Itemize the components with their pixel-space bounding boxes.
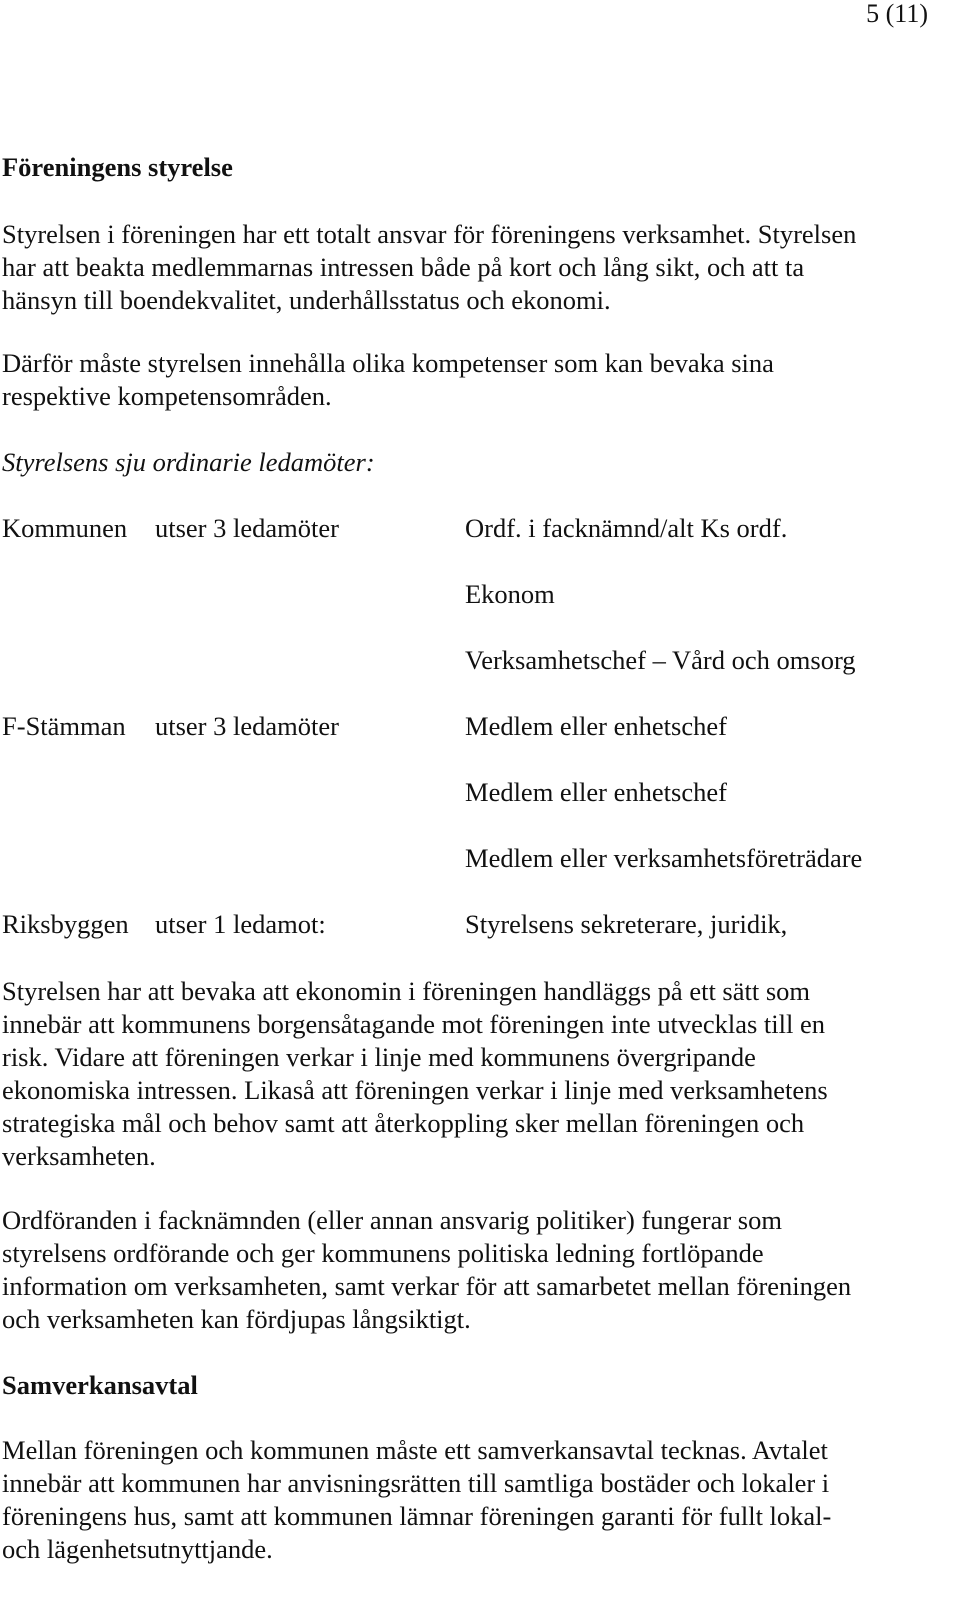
member-appoints-riksbyggen: utser 1 ledamot:: [155, 909, 326, 939]
member-org-kommunen: Kommunen: [2, 513, 128, 543]
text-line: och verksamheten kan fördjupas långsiktigt.: [2, 1304, 471, 1334]
text-line: information om verksamheten, samt verkar för att samarbetet mellan föreningen: [2, 1271, 852, 1301]
member-role: Ekonom: [465, 579, 555, 609]
paragraph-kompetenser: [2, 347, 774, 413]
text-line: Mellan föreningen och kommunen måste ett samverkansavtal tecknas. Avtalet: [2, 1435, 828, 1465]
text-line: innebär att kommunen har anvisningsrätten till samtliga bostäder och lokaler i: [2, 1468, 830, 1498]
paragraph-samverkansavtal: [2, 1434, 831, 1566]
member-role: Ordf. i facknämnd/alt Ks ordf.: [465, 513, 788, 543]
text-line: verksamheten.: [2, 1141, 156, 1171]
section-heading-styrelse: Föreningens styrelse: [2, 152, 233, 182]
page-number: 5 (11): [866, 0, 928, 28]
text-line: respektive kompetensområden.: [2, 381, 332, 411]
member-role: Medlem eller enhetschef: [465, 711, 727, 741]
member-appoints-kommunen: utser 3 ledamöter: [155, 513, 339, 543]
text-line: ekonomiska intressen. Likaså att föreningen verkar i linje med verksamhetens: [2, 1075, 828, 1105]
member-role: Verksamhetschef – Vård och omsorg: [465, 645, 856, 675]
member-org-riksbyggen: Riksbyggen: [2, 909, 129, 939]
text-line: innebär att kommunens borgensåtagande mot föreningen inte utvecklas till en: [2, 1009, 825, 1039]
member-org-fstamman: F-Stämman: [2, 711, 126, 741]
member-appoints-fstamman: utser 3 ledamöter: [155, 711, 339, 741]
paragraph-ordforande: [2, 1204, 851, 1336]
member-role: Styrelsens sekreterare, juridik,: [465, 909, 788, 939]
text-line: strategiska mål och behov samt att återkoppling sker mellan föreningen och: [2, 1108, 805, 1138]
paragraph-ekonomi: [2, 975, 828, 1173]
text-line: har att beakta medlemmarnas intressen både på kort och lång sikt, och att ta: [2, 252, 805, 282]
text-line: Därför måste styrelsen innehålla olika kompetenser som kan bevaka sina: [2, 348, 774, 378]
text-line: hänsyn till boendekvalitet, underhållsstatus och ekonomi.: [2, 285, 611, 315]
member-role: Medlem eller enhetschef: [465, 777, 727, 807]
text-line: Styrelsen har att bevaka att ekonomin i föreningen handläggs på ett sätt som: [2, 976, 811, 1006]
text-line: och lägenhetsutnyttjande.: [2, 1534, 273, 1564]
paragraph-styrelse-ansvar: [2, 218, 856, 317]
section-heading-samverkansavtal: Samverkansavtal: [2, 1370, 198, 1400]
text-line: Styrelsen i föreningen har ett totalt ansvar för föreningens verksamhet. Styrelsen: [2, 219, 857, 249]
subheading-ledamoter: Styrelsens sju ordinarie ledamöter:: [2, 447, 375, 477]
text-line: risk. Vidare att föreningen verkar i linje med kommunens övergripande: [2, 1042, 756, 1072]
text-line: föreningens hus, samt att kommunen lämnar föreningen garanti för fullt lokal-: [2, 1501, 832, 1531]
text-line: Ordföranden i facknämnden (eller annan ansvarig politiker) fungerar som: [2, 1205, 782, 1235]
member-role: Medlem eller verksamhetsföreträdare: [465, 843, 863, 873]
text-line: styrelsens ordförande och ger kommunens politiska ledning fortlöpande: [2, 1238, 764, 1268]
